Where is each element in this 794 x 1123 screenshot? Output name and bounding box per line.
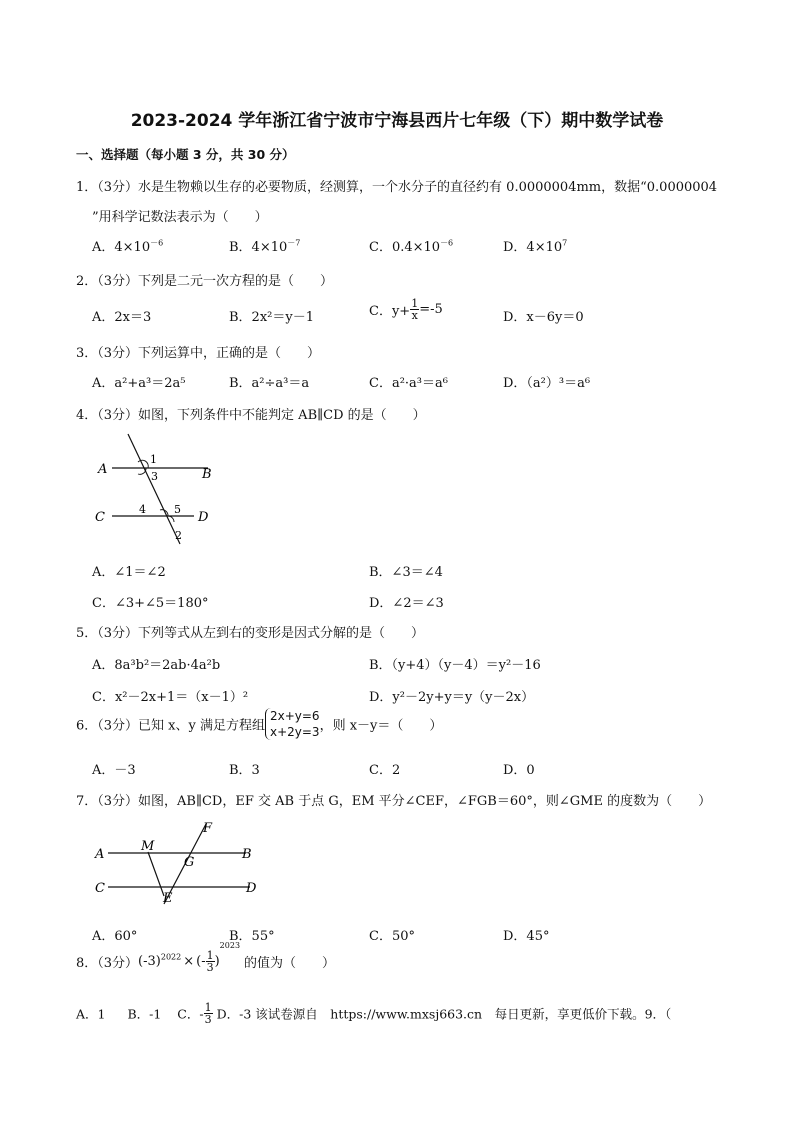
q1-option-c[interactable]: C．$0.4\times 10^{-6}$	[369, 238, 454, 255]
q6-option-a[interactable]: A．－3	[92, 763, 136, 778]
q4-label-5: 5	[174, 503, 181, 516]
q4-label-2: 2	[175, 529, 182, 542]
q5-stem: 5．（3分）下列等式从左到右的变形是因式分解的是（ ）	[76, 626, 425, 641]
q6-option-b[interactable]: B．3	[229, 763, 260, 778]
q7-stem: 7．（3分）如图，AB∥CD，EF 交 AB 于点 G，EM 平分∠CEF，∠FGB＝60°，则∠GME 的度数为（ ）	[76, 794, 712, 809]
q8-option-c[interactable]: C．- $\frac{1}{3}$	[177, 1001, 212, 1026]
page-title: 2023-2024 学年浙江省宁波市宁海县西片七年级（下）期中数学试卷	[130, 111, 664, 131]
q6-equation-system: 2x+y=6 x+2y=3	[265, 708, 320, 740]
q4-label-a: A	[98, 462, 108, 477]
q2-option-d[interactable]: D．x－6y＝0	[503, 310, 584, 325]
q8-option-a[interactable]: A．1	[76, 1006, 106, 1022]
promo-text: 该试卷源自 https://www.mxsj663.cn 每日更新，享更低价下载。9．（	[255, 1006, 672, 1022]
q4-option-c[interactable]: C．∠3+∠5＝180°	[92, 596, 209, 611]
q7-option-d[interactable]: D．45°	[503, 929, 550, 944]
q1-option-b[interactable]: B．$4\times 10^{-7}$	[229, 238, 301, 255]
q7-line-em	[148, 852, 164, 896]
q7-label-m: M	[141, 839, 155, 854]
q4-label-d: D	[198, 510, 209, 525]
q4-label-c: C	[95, 510, 105, 525]
q6-option-d[interactable]: D．0	[503, 763, 535, 778]
section-heading: 一、选择题（每小题 3 分，共 30 分）	[76, 147, 295, 162]
q4-option-d[interactable]: D．∠2＝∠3	[369, 596, 444, 611]
q4-label-4: 4	[139, 503, 146, 516]
q3-option-b[interactable]: B．a²÷a³＝a	[229, 376, 310, 391]
q1-stem-line2: ”用科学记数法表示为（ ）	[92, 210, 268, 225]
q3-option-d[interactable]: D．（a²）³＝a⁶	[503, 376, 591, 391]
q4-label-1: 1	[150, 453, 157, 466]
q3-option-a[interactable]: A．a²+a³＝2a⁵	[92, 376, 186, 391]
q7-label-b: B	[242, 847, 252, 862]
q1-stem-line1: 1．（3分）水是生物赖以生存的必要物质，经测算，一个水分子的直径约有 0.0000004mm，数据“0.0000004	[76, 180, 718, 195]
q2-option-a[interactable]: A．2x＝3	[92, 310, 152, 325]
q7-option-a[interactable]: A．60°	[92, 929, 138, 944]
q6-option-c[interactable]: C．2	[369, 763, 401, 778]
q7-label-d: D	[246, 881, 257, 896]
q4-label-b: B	[202, 467, 212, 482]
q8-option-b[interactable]: B．-1	[127, 1006, 162, 1022]
q8-stem: 8．（3分）$(-3)^{2022}$ × (- $\frac{1}{3}$ )$^{2023}$的值为（ ）	[76, 941, 336, 974]
q8-option-d[interactable]: D．-3	[216, 1006, 252, 1022]
q8-options-line	[76, 1002, 671, 1025]
q5-option-b[interactable]: B．（y+4）（y－4）＝y²－16	[369, 658, 541, 673]
q2-stem: 2．（3分）下列是二元一次方程的是（ ）	[76, 274, 334, 289]
q7-label-a: A	[95, 847, 105, 862]
q7-option-b[interactable]: B．55°	[229, 929, 275, 944]
q4-label-3: 3	[151, 470, 158, 483]
q7-figure	[90, 816, 270, 908]
q4-option-b[interactable]: B．∠3＝∠4	[369, 565, 443, 580]
q3-option-c[interactable]: C．a²·a³＝a⁶	[369, 376, 448, 391]
q7-label-e: E	[163, 891, 173, 906]
q1-option-d[interactable]: D．$4\times 10^7$	[503, 238, 568, 255]
q5-option-a[interactable]: A．8a³b²＝2ab·4a²b	[92, 658, 221, 673]
q7-option-c[interactable]: C．50°	[369, 929, 415, 944]
q7-label-g: G	[184, 855, 195, 870]
q1-option-a[interactable]: A．$4\times 10^{-6}$	[92, 238, 164, 255]
q4-figure	[90, 432, 220, 547]
q2-option-b[interactable]: B．2x²＝y－1	[229, 310, 314, 325]
q5-option-c[interactable]: C．x²－2x+1＝（x－1）²	[92, 690, 249, 705]
q4-option-a[interactable]: A．∠1＝∠2	[92, 565, 166, 580]
q4-stem: 4．（3分）如图，下列条件中不能判定 AB∥CD 的是（ ）	[76, 408, 426, 423]
q5-option-d[interactable]: D．y²－2y+y＝y（y－2x）	[369, 690, 535, 705]
q7-label-c: C	[95, 881, 105, 896]
q2-option-c[interactable]: C．y+ $\frac{1}{x}$ =-5	[369, 297, 443, 322]
q6-stem: 6．（3分）已知 x、y 满足方程组 2x+y=6 x+2y=3 ，则 x－y＝（ ）	[76, 709, 443, 740]
q3-stem: 3．（3分）下列运算中，正确的是（ ）	[76, 346, 321, 361]
q4-transversal	[128, 434, 180, 544]
q7-label-f: F	[203, 821, 213, 836]
